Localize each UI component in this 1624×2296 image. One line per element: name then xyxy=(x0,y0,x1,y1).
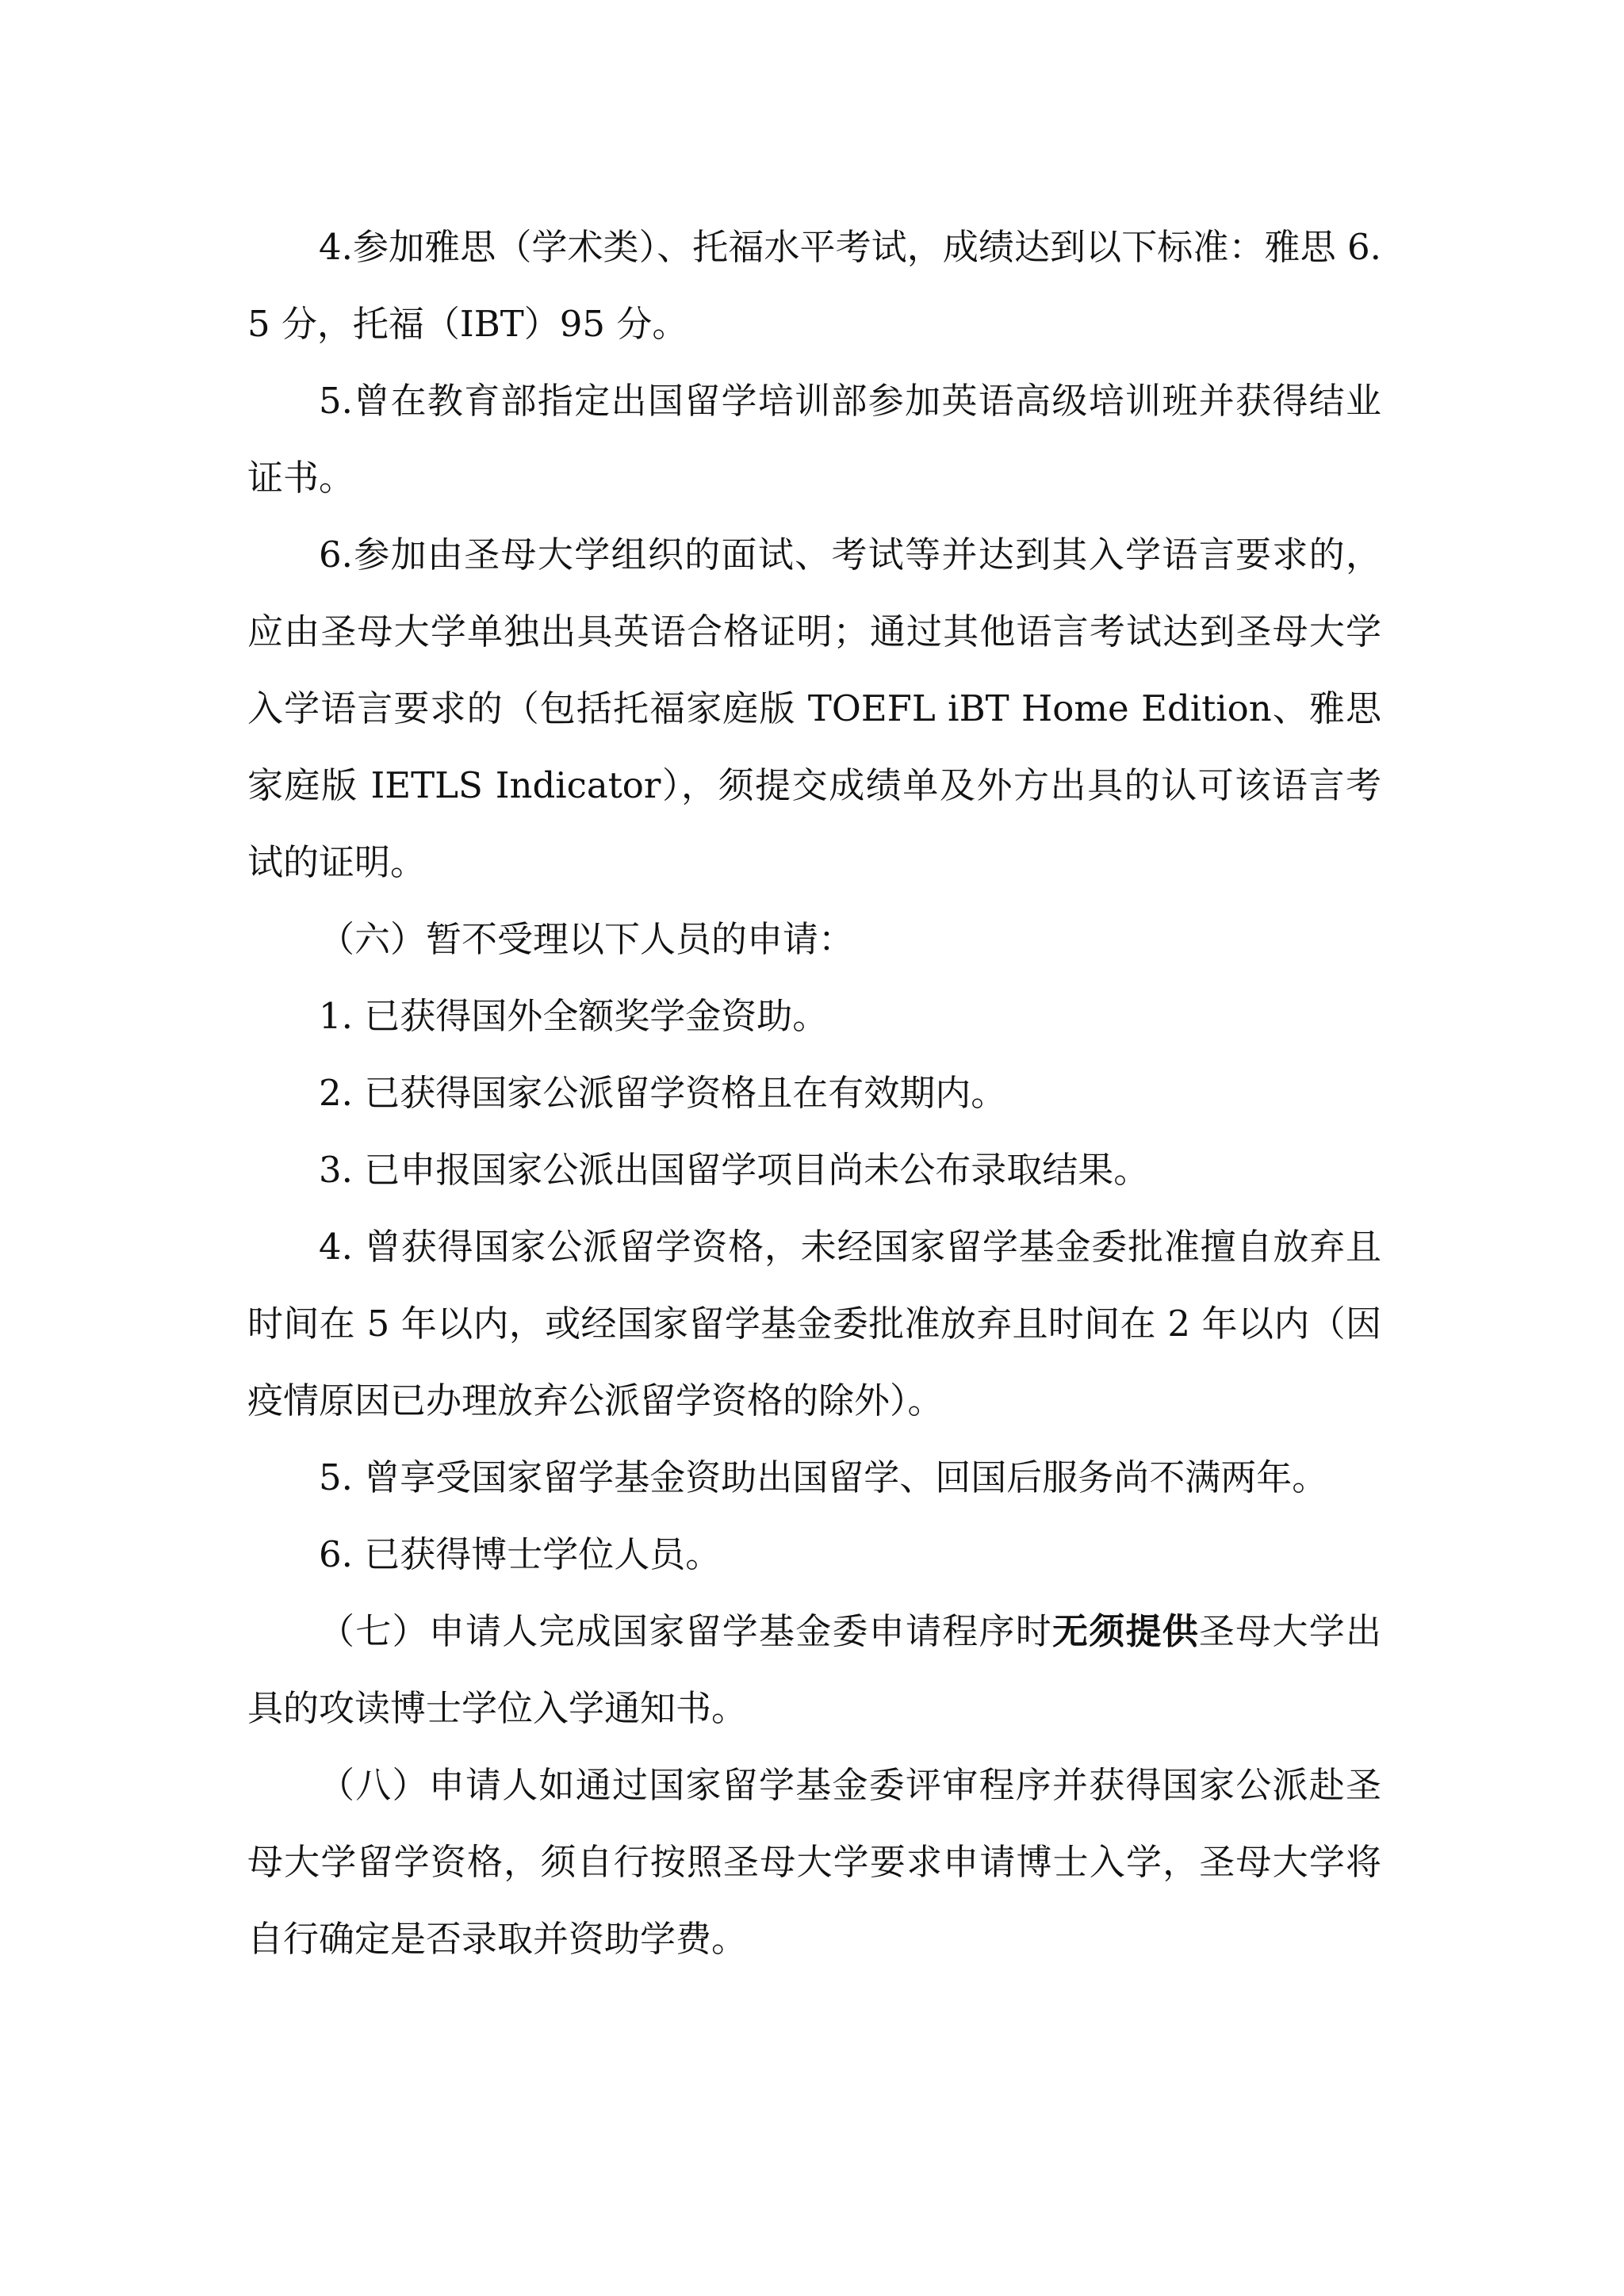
paragraph-language-test-scores: 4.参加雅思（学术类）、托福水平考试，成绩达到以下标准：雅思 6.5 分，托福（IBT）95 分。 xyxy=(247,226,1381,345)
list-item-4: 4. 曾获得国家公派留学资格，未经国家留学基金委批准擅自放弃且时间在 5 年以内，或经国家留学基金委批准放弃且时间在 2 年以内（因疫情原因已办理放弃公派留学资格的除外）。 xyxy=(247,1226,1381,1422)
section-seven-text-after: 圣母大学出具的攻读博士学位入学通知书。 xyxy=(247,1610,1381,1729)
section-seven-paragraph xyxy=(247,1593,1381,1747)
section-seven-text-before: （七）申请人完成国家留学基金委申请程序时 xyxy=(319,1610,1052,1652)
section-eight-paragraph: （八）申请人如通过国家留学基金委评审程序并获得国家公派赴圣母大学留学资格，须自行按照圣母大学要求申请博士入学，圣母大学将自行确定是否录取并资助学费。 xyxy=(247,1764,1381,1960)
paragraph-notre-dame-language-requirement: 6.参加由圣母大学组织的面试、考试等并达到其入学语言要求的，应由圣母大学单独出具英语合格证明；通过其他语言考试达到圣母大学入学语言要求的（包括托福家庭版 TOEFL iBT Home Edition、雅思家庭版 IETLS Indicator），须提交成绩单及外方出具的认可该语言考试的证明。 xyxy=(247,534,1381,883)
list-item-5: 5. 曾享受国家留学基金资助出国留学、回国后服务尚不满两年。 xyxy=(319,1456,1328,1498)
list-item-1: 1. 已获得国外全额奖学金资助。 xyxy=(319,995,829,1037)
list-item-6: 6. 已获得博士学位人员。 xyxy=(319,1533,722,1575)
list-item-2: 2. 已获得国家公派留学资格且在有效期内。 xyxy=(319,1072,1007,1114)
section-seven-bold-text: 无须提供 xyxy=(1051,1610,1199,1652)
section-heading-six: （六）暂不受理以下人员的申请： xyxy=(319,918,855,960)
paragraph-training-certificate: 5.曾在教育部指定出国留学培训部参加英语高级培训班并获得结业证书。 xyxy=(247,380,1381,499)
document-page xyxy=(247,209,1381,1977)
list-item-3: 3. 已申报国家公派出国留学项目尚未公布录取结果。 xyxy=(319,1149,1150,1191)
